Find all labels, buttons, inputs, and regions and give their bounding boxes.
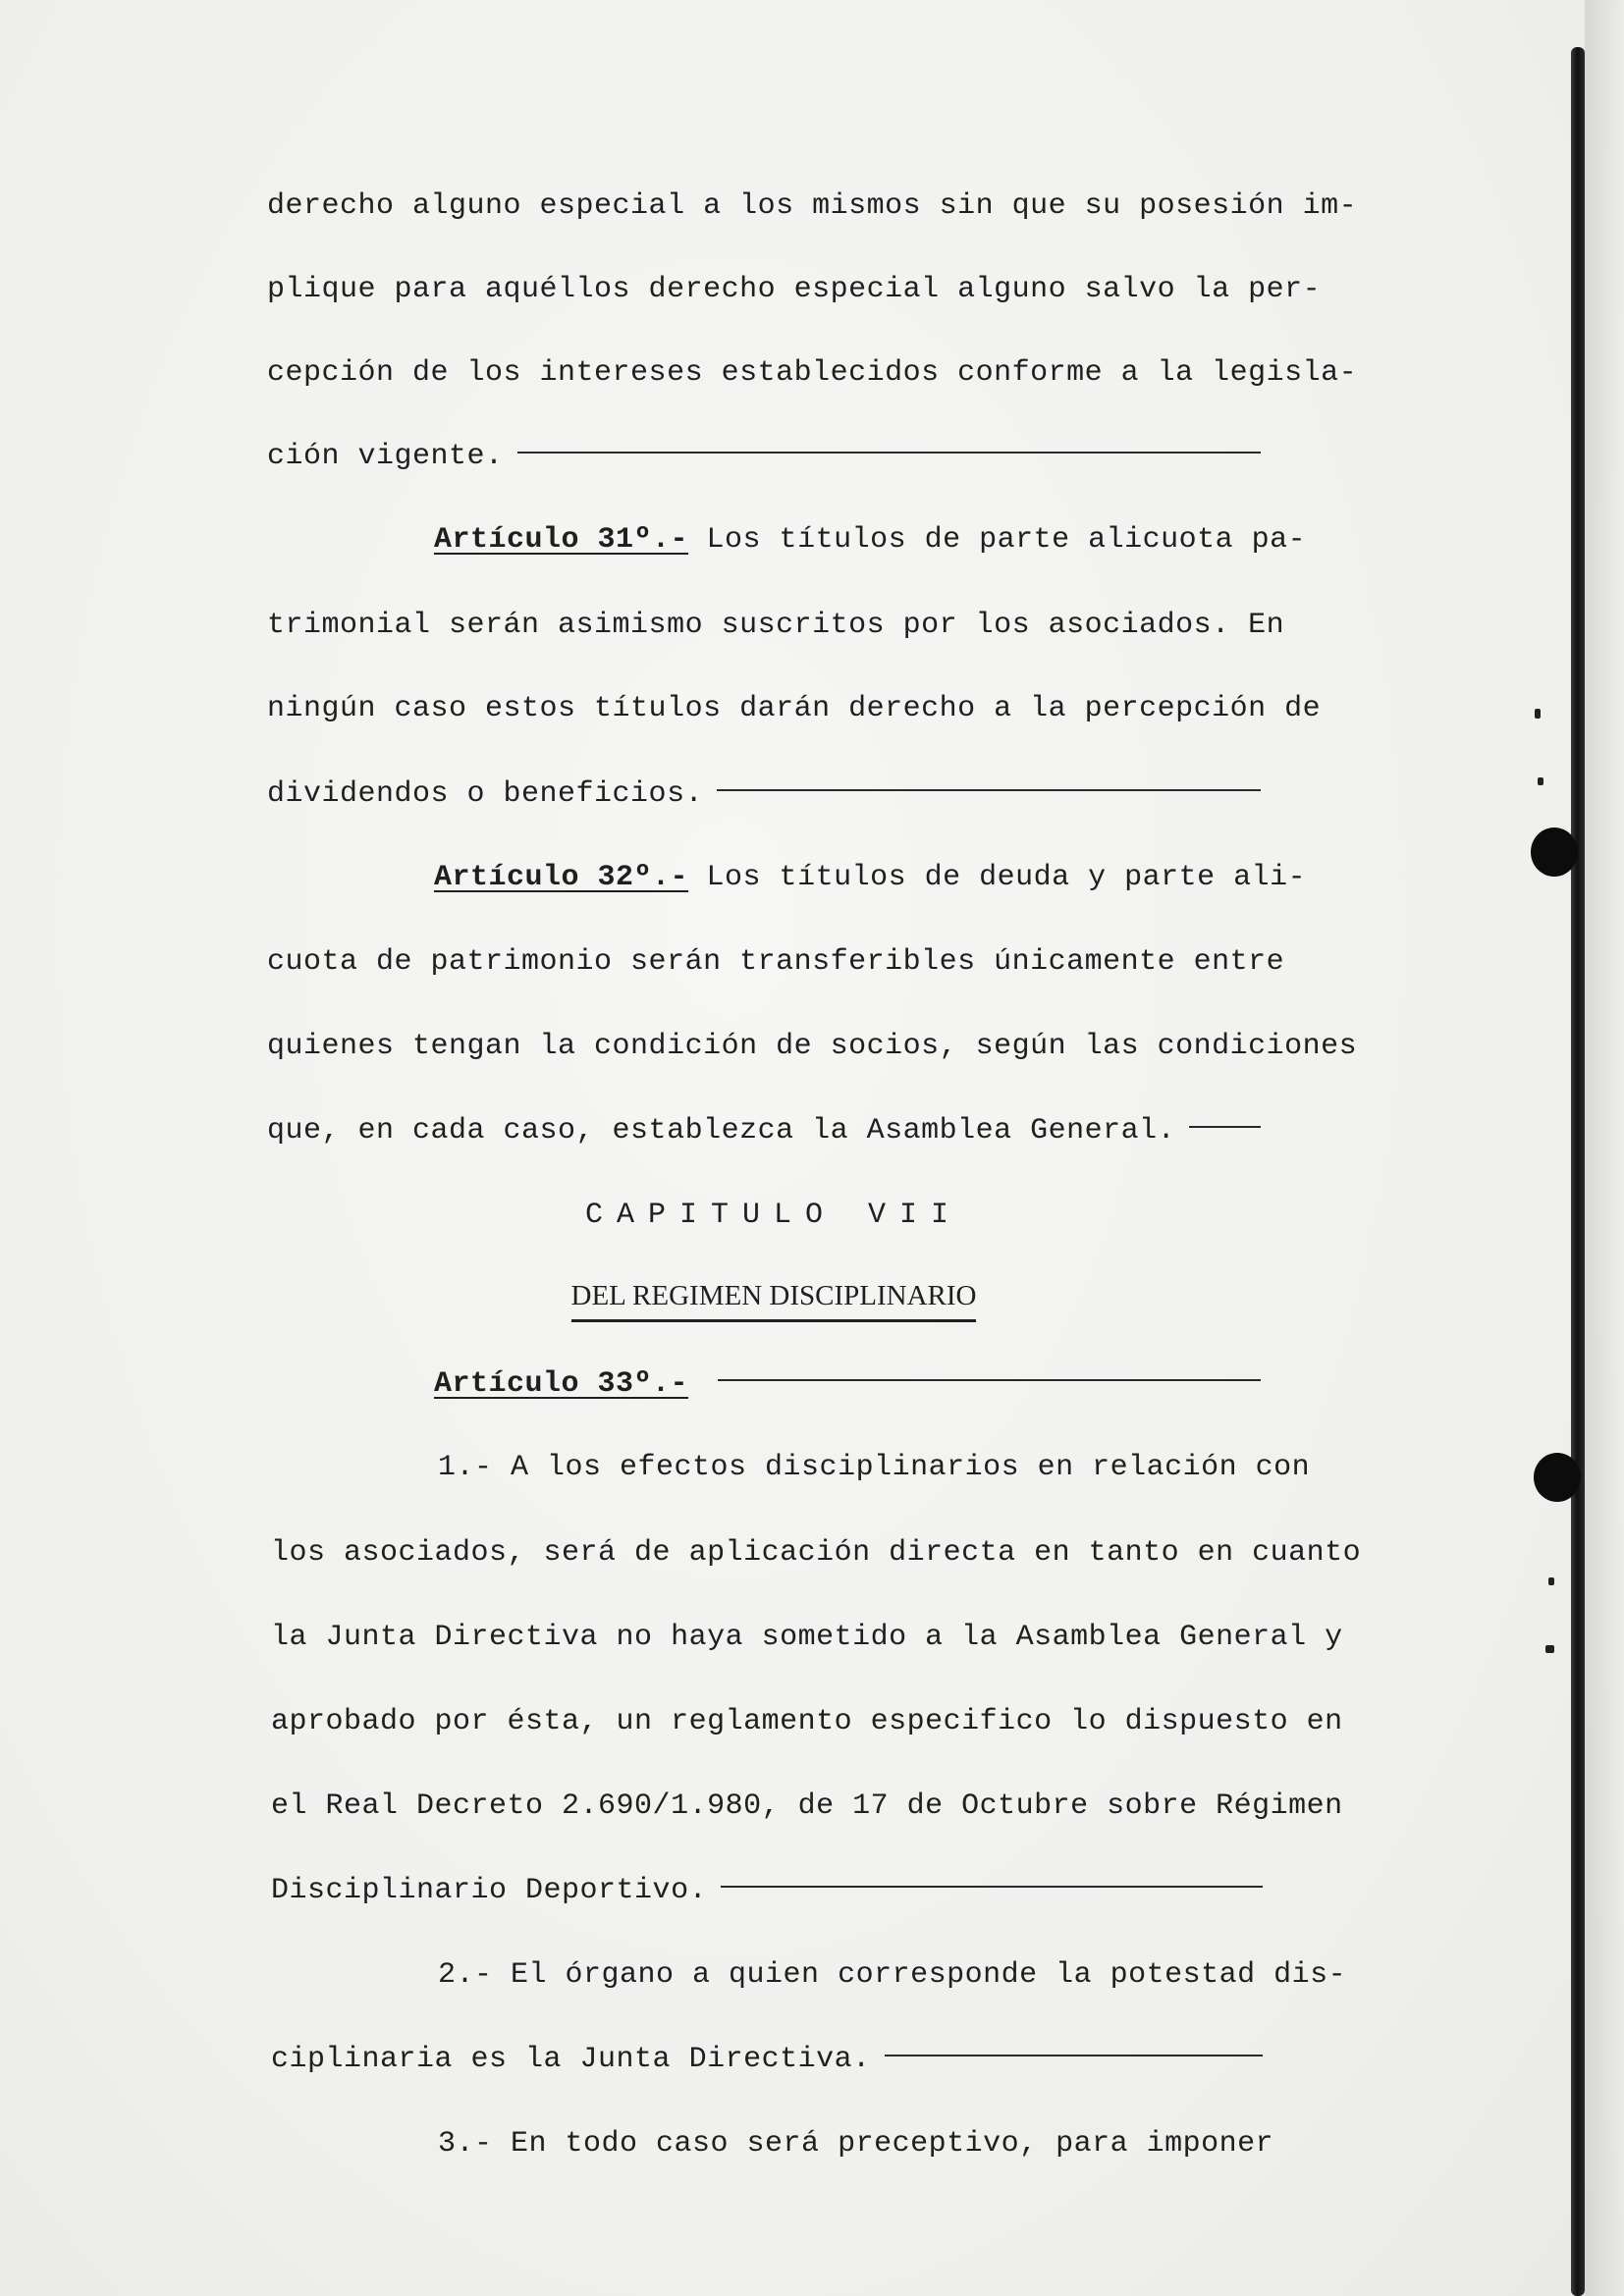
chapter-subtitle-wrap [277, 1276, 1271, 1322]
fill-rule [517, 452, 1261, 454]
scan-speck [1545, 1645, 1554, 1653]
fill-rule [721, 1886, 1263, 1888]
article-32-heading: Artículo 32º.- [434, 861, 689, 894]
fill-rule [1189, 1126, 1261, 1128]
fill-rule [718, 1379, 1261, 1381]
text-line-end: ción vigente. [267, 440, 504, 473]
article-33-p3-first-line [271, 2124, 1274, 2163]
article-31-first-line [267, 520, 1307, 560]
text-line: los asociados, será de aplicación directa en tanto en cuanto [271, 1536, 1362, 1570]
text-line-with-rule [271, 1871, 1263, 1910]
text-line: quienes tengan la condición de socios, según las condiciones [267, 1030, 1358, 1063]
text-line-with-rule [271, 2040, 1263, 2079]
text-line-with-rule [267, 774, 1261, 814]
page-edge-shadow [1585, 0, 1624, 2296]
article-33-p1-first: 1.- A los efectos disciplinarios en relación con [438, 1451, 1311, 1484]
text-line-end: dividendos o beneficios. [267, 777, 704, 811]
text-line-end: que, en cada caso, establezca la Asamblea General. [267, 1114, 1176, 1148]
article-33-heading: Artículo 33º.- [434, 1367, 689, 1401]
article-32-text: Los títulos de deuda y parte ali- [688, 861, 1307, 894]
article-32-first-line [267, 858, 1307, 897]
chapter-subtitle: DEL REGIMEN DISCIPLINARIO [571, 1276, 977, 1322]
text-line: trimonial serán asimismo suscritos por los asociados. En [267, 609, 1285, 642]
text-line: cepción de los intereses establecidos conforme a la legisla- [267, 356, 1358, 390]
article-33-heading-line [267, 1364, 1261, 1404]
article-33-p3-first: 3.- En todo caso será preceptivo, para imponer [438, 2127, 1274, 2161]
text-line-end: Disciplinario Deportivo. [271, 1874, 708, 1907]
punch-hole-top [1531, 828, 1578, 877]
text-line: ningún caso estos títulos darán derecho a la percepción de [267, 692, 1322, 725]
text-line: plique para aquéllos derecho especial alguno salvo la per- [267, 273, 1322, 306]
punch-hole-bottom [1534, 1453, 1581, 1502]
text-line-with-rule [267, 1111, 1261, 1150]
text-line-with-rule [267, 437, 1261, 476]
text-line-end: ciplinaria es la Junta Directiva. [271, 2043, 871, 2076]
article-31-heading: Artículo 31º.- [434, 523, 689, 557]
text-line: derecho alguno especial a los mismos sin que su posesión im- [267, 189, 1358, 223]
fill-rule [717, 789, 1261, 791]
fill-rule [885, 2055, 1263, 2056]
text-line: cuota de patrimonio serán transferibles únicamente entre [267, 945, 1285, 979]
scan-speck [1535, 709, 1541, 719]
binding-edge [1571, 47, 1585, 2296]
article-33-p2-first-line [271, 1955, 1347, 1995]
article-31-text: Los títulos de parte alicuota pa- [688, 523, 1307, 557]
scan-speck [1548, 1577, 1554, 1585]
article-33-p1-first-line [271, 1448, 1311, 1487]
text-line: el Real Decreto 2.690/1.980, de 17 de Octubre sobre Régimen [271, 1789, 1343, 1823]
chapter-title: CAPITULO VII [584, 1199, 963, 1232]
text-line: la Junta Directiva no haya sometido a la Asamblea General y [271, 1621, 1343, 1654]
scan-speck [1538, 777, 1543, 785]
article-33-p2-first: 2.- El órgano a quien corresponde la potestad dis- [438, 1958, 1347, 1992]
text-line: aprobado por ésta, un reglamento especifico lo dispuesto en [271, 1705, 1343, 1738]
